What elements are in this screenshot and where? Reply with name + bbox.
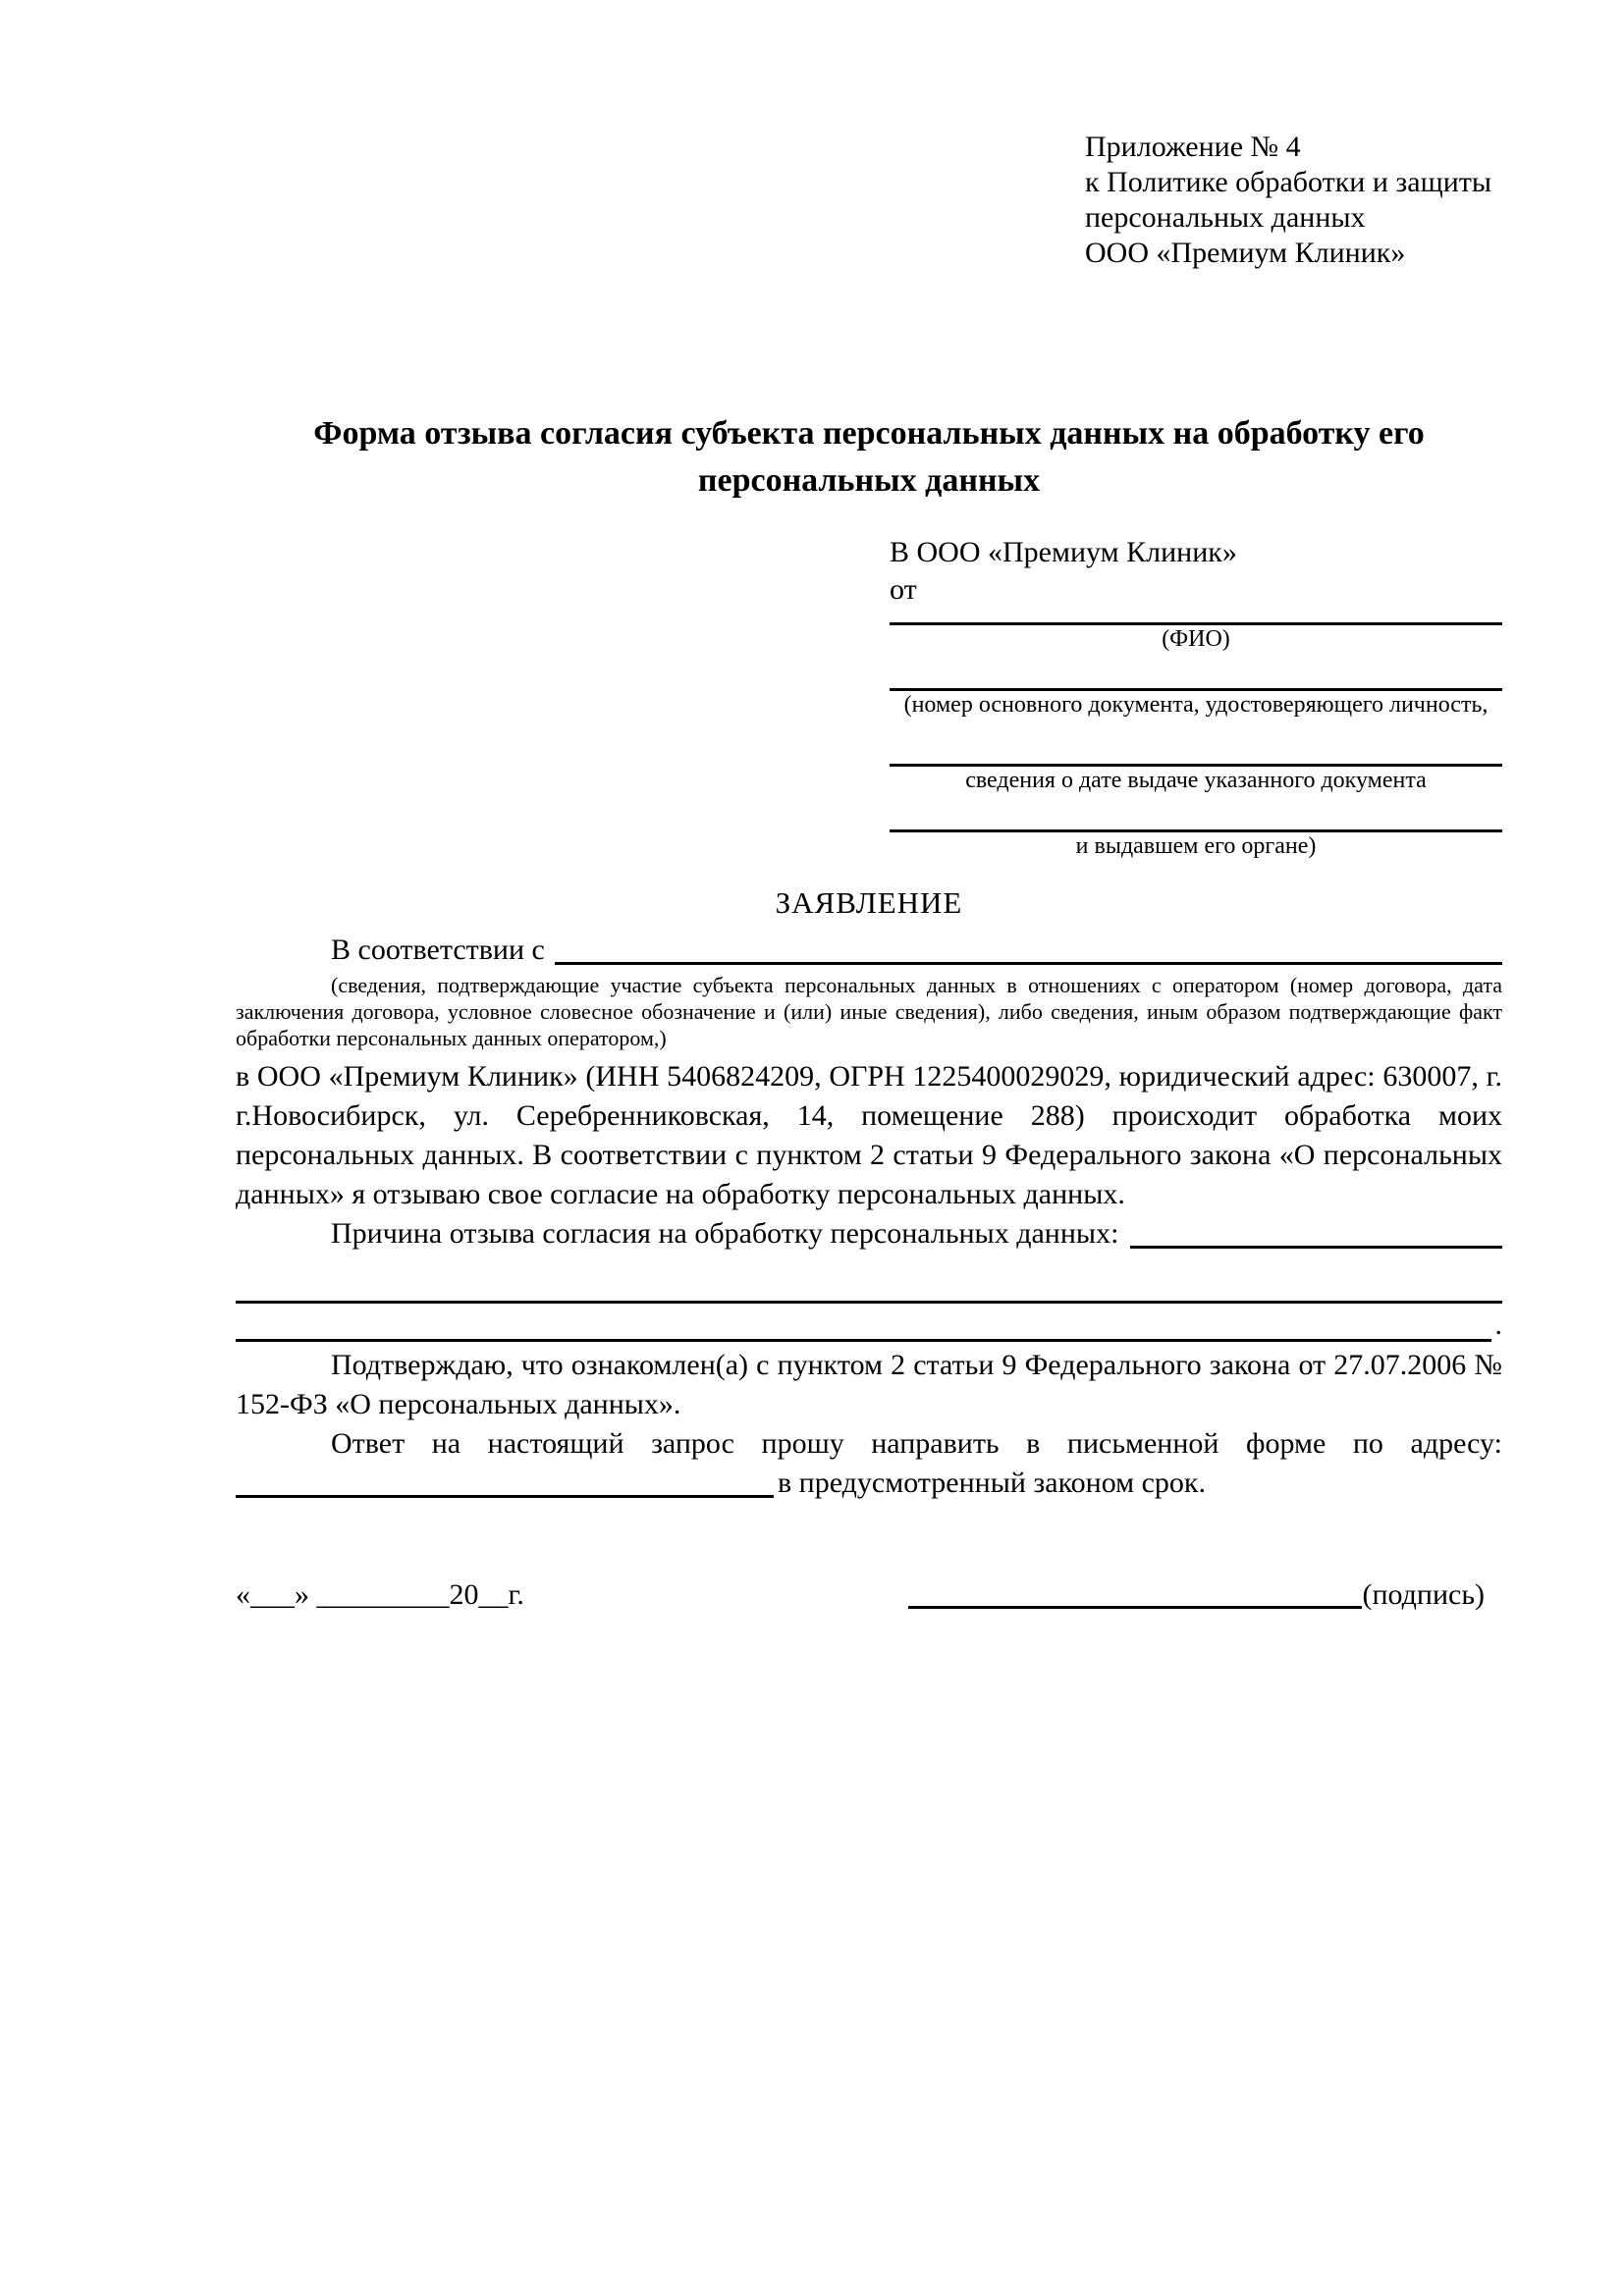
statement-heading: ЗАЯВЛЕНИЕ (775, 885, 963, 920)
reply-suffix: в предусмотренный законом срок. (778, 1467, 1206, 1499)
intro-blank-line (555, 931, 1502, 965)
body-paragraph: в ООО «Премиум Клиник» (ИНН 5406824209, ОГРН 1225400029029, юридический адрес: 630007, г. г.Новосибирск, ул. Серебренниковская, 14, помещение 288) происходит обработка моих персональных данных. В соответствии с пунктом 2 статьи 9 Федерального закона «О персональных данных» я отзываю свое согласие на обработку персональных данных. (236, 1060, 1502, 1210)
reason-label: Причина отзыва согласия на обработку персональных данных: (331, 1217, 1119, 1250)
addressee-organization: В ООО «Премиум Клиник» (890, 536, 1237, 568)
reason-blank-line (1130, 1214, 1502, 1249)
confirmation-paragraph: Подтверждаю, что ознакомлен(а) с пунктом 2 статьи 9 Федерального закона от 27.07.2006 № 152-ФЗ «О персональных данных». (236, 1349, 1502, 1420)
signing-row (236, 1575, 1502, 1615)
addressee-block (890, 534, 1502, 860)
reason-terminator: . (1494, 1308, 1502, 1341)
issuing-authority-field (890, 794, 1502, 860)
appendix-header (1085, 130, 1502, 271)
issue-date-label: сведения о дате выдаче указанного документа (965, 768, 1427, 793)
addressee-from-label: от (890, 573, 917, 606)
reason-blank-line-3-row (236, 1304, 1502, 1342)
issuing-authority-label: и выдавшем его органе) (1075, 833, 1317, 859)
date-blank: «___» _________20__г. (236, 1578, 524, 1611)
fio-field (890, 609, 1502, 653)
reason-blank-line-3 (236, 1304, 1491, 1342)
reason-line (236, 1214, 1502, 1254)
appendix-header-line: к Политике обработки и защиты (1085, 166, 1492, 198)
signature-label: (подпись) (1362, 1578, 1485, 1611)
document-title: Форма отзыва согласия субъекта персональных данных на обработку его персональных данных (313, 415, 1425, 499)
document-number-label: (номер основного документа, удостоверяющего личность, (903, 692, 1489, 718)
intro-footnote: (сведения, подтверждающие участие субъекта персональных данных в отношениях с оператором (номер договора, дата заключения договора, условное словесное обозначение и (или) иные сведения), либо сведения, иным образом подтверждающие факт обработки персональных данных оператором,) (236, 973, 1502, 1050)
intro-prefix: В соответствии с (331, 934, 545, 966)
reply-address-blank-line (236, 1495, 774, 1498)
document-number-blank-line (890, 653, 1502, 691)
issue-date-field (890, 719, 1502, 794)
appendix-header-line: ООО «Премиум Клиник» (1085, 237, 1406, 269)
reply-address-row (236, 1464, 1502, 1503)
reason-blank-line-2 (236, 1271, 1502, 1304)
issue-date-blank-line (890, 719, 1502, 767)
signature-blank-line (908, 1606, 1362, 1609)
issuing-authority-blank-line (890, 794, 1502, 832)
reply-request-line: Ответ на настоящий запрос прошу направить в письменной форме по адресу: (331, 1427, 1502, 1460)
appendix-header-line: Приложение № 4 (1085, 131, 1301, 163)
appendix-header-line: персональных данных (1085, 201, 1366, 234)
signature-group (908, 1575, 1485, 1615)
fio-blank-line (890, 609, 1502, 625)
document-number-field (890, 653, 1502, 719)
intro-line (236, 931, 1502, 970)
fio-label: (ФИО) (1162, 626, 1230, 652)
